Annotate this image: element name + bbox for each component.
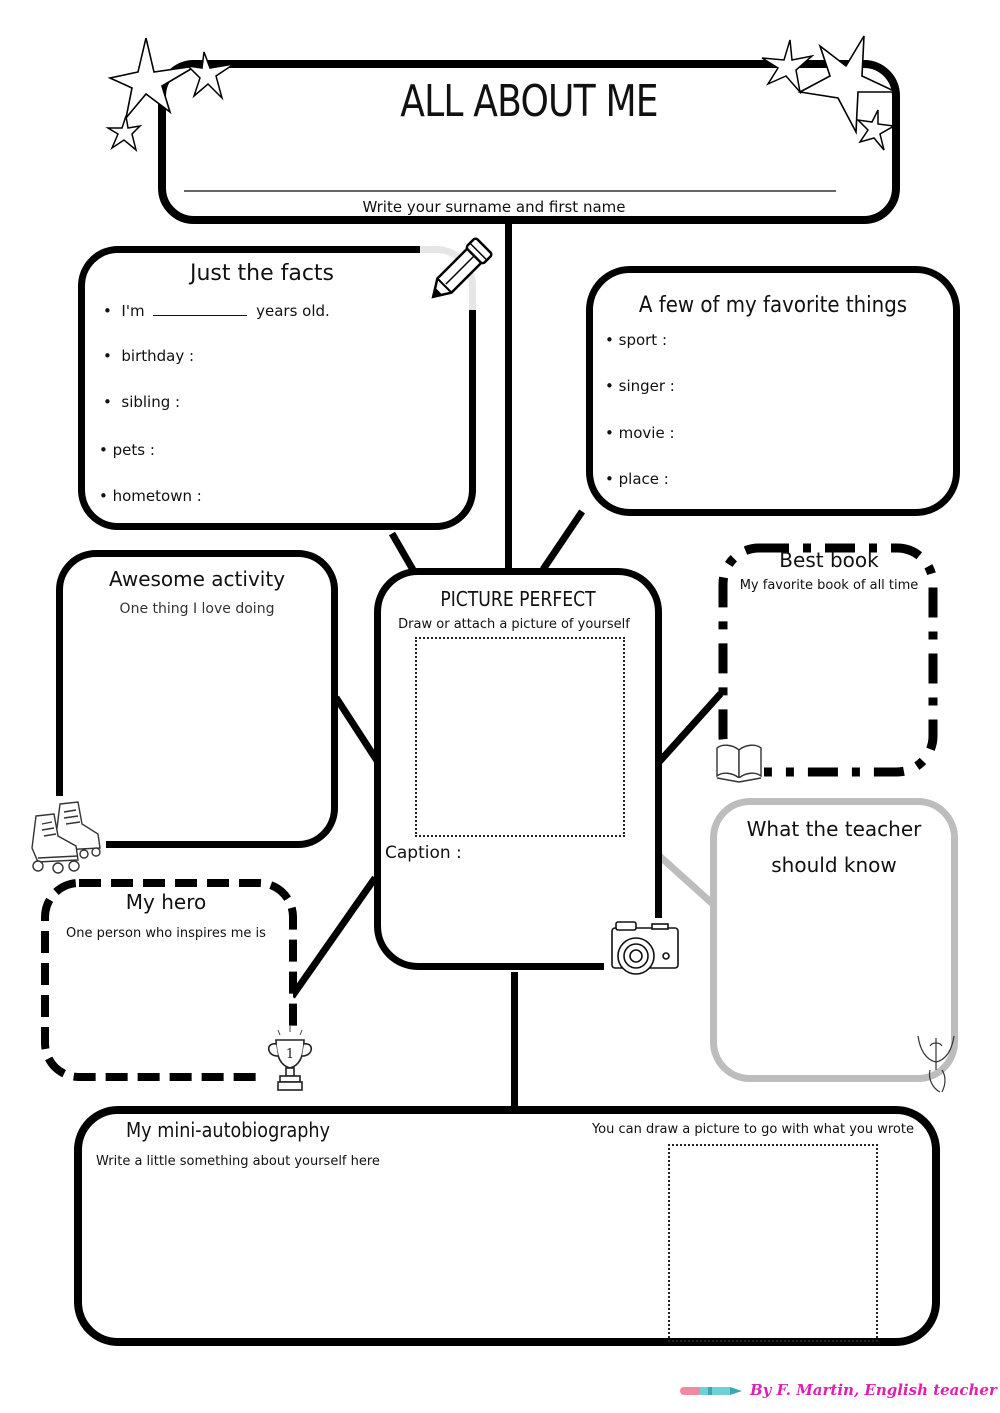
favorites-sport-field[interactable] — [605, 331, 667, 349]
favorites-singer-field[interactable] — [605, 377, 675, 395]
star-icon — [856, 110, 896, 150]
picture-title: PICTURE PERFECT — [440, 587, 596, 611]
pets-label: pets : — [112, 441, 155, 459]
movie-label: movie : — [618, 424, 675, 442]
activity-subtitle: One thing I love doing — [119, 601, 275, 617]
autobiography-drawing-area[interactable] — [668, 1144, 878, 1342]
pen-icon — [678, 1384, 746, 1398]
star-icon — [106, 116, 142, 152]
book-box[interactable] — [724, 544, 934, 768]
sibling-label: sibling : — [121, 393, 181, 411]
connector-header-to-picture — [505, 215, 512, 575]
star-icon — [188, 50, 240, 102]
connector-picture-to-autobiography — [511, 972, 518, 1112]
activity-title: Awesome activity — [108, 567, 286, 591]
bullet: • — [99, 441, 113, 459]
bullet: • — [605, 470, 619, 488]
facts-box — [78, 246, 476, 530]
singer-label: singer : — [618, 377, 675, 395]
author-credit: By F. Martin, English teacher — [750, 1381, 997, 1399]
page-title: ALL ABOUT ME — [400, 76, 658, 127]
facts-hometown-field[interactable] — [99, 487, 202, 505]
teacher-title-line1: What the teacher — [746, 817, 922, 841]
facts-birthday-field[interactable] — [103, 347, 194, 365]
favorites-place-field[interactable] — [605, 470, 669, 488]
pencil-icon — [420, 230, 500, 310]
picture-box — [374, 568, 662, 970]
book-title: Best book — [779, 548, 879, 572]
caption-input[interactable] — [471, 845, 641, 869]
bullet: • — [103, 393, 122, 411]
bullet: • — [99, 487, 113, 505]
svg-text:1: 1 — [285, 1047, 295, 1062]
open-book-icon — [714, 742, 764, 784]
connector-hero-to-picture — [289, 876, 378, 999]
facts-pets-field[interactable] — [99, 441, 155, 459]
shush-icon — [912, 1030, 962, 1094]
roller-skates-icon — [22, 796, 106, 876]
self-portrait-drop-area[interactable] — [415, 637, 625, 837]
age-suffix: years old. — [256, 302, 330, 320]
trophy-icon — [258, 1024, 322, 1096]
name-instruction: Write your surname and first name — [362, 198, 626, 216]
autobiography-instruction: Write a little something about yourself here — [96, 1154, 380, 1169]
bullet: • — [605, 331, 619, 349]
connector-teacher-to-picture — [658, 854, 716, 907]
favorites-title: A few of my favorite things — [638, 293, 908, 318]
bullet: • — [605, 424, 619, 442]
picture-subtitle: Draw or attach a picture of yourself — [398, 617, 630, 632]
facts-sibling-field[interactable] — [103, 393, 180, 411]
facts-age-field[interactable] — [103, 301, 330, 320]
autobiography-text-area[interactable] — [96, 1176, 656, 1336]
hometown-label: hometown : — [112, 487, 202, 505]
drawing-instruction: You can draw a picture to go with what you wrote — [591, 1122, 914, 1137]
birthday-label: birthday : — [121, 347, 195, 365]
camera-icon — [604, 918, 684, 982]
favorites-box — [586, 266, 960, 516]
age-blank[interactable] — [153, 301, 247, 316]
teacher-title-line2: should know — [771, 853, 897, 877]
bullet: • — [103, 302, 122, 320]
sport-label: sport : — [618, 331, 668, 349]
name-input-line[interactable] — [184, 190, 836, 192]
autobiography-box — [74, 1106, 940, 1346]
hero-title: My hero — [125, 890, 207, 914]
connector-book-to-picture — [652, 691, 723, 769]
bullet: • — [605, 377, 619, 395]
hero-subtitle: One person who inspires me is — [66, 926, 266, 941]
autobiography-title: My mini-autobiography — [126, 1118, 331, 1142]
place-label: place : — [618, 470, 669, 488]
hero-box[interactable] — [46, 884, 286, 1074]
caption-label: Caption : — [385, 843, 462, 863]
age-prefix: I'm — [121, 302, 145, 320]
connector-favorites-to-picture — [540, 510, 585, 572]
bullet: • — [103, 347, 122, 365]
favorites-movie-field[interactable] — [605, 424, 675, 442]
facts-title: Just the facts — [189, 261, 335, 286]
book-subtitle: My favorite book of all time — [739, 578, 919, 593]
